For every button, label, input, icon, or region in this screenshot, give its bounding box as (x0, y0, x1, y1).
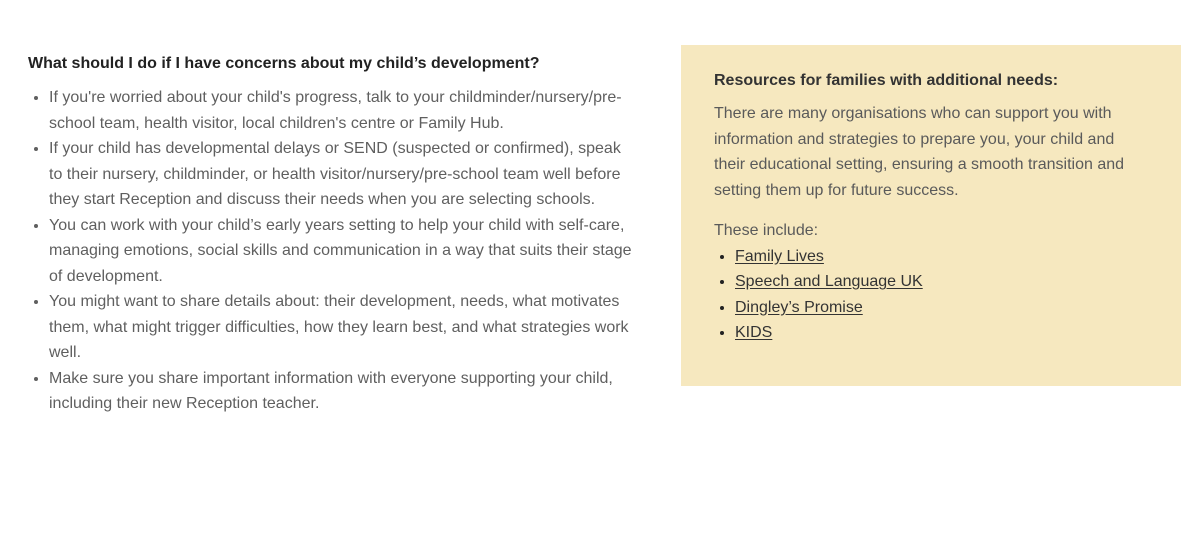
list-item: • You can work with your child’s early years setting to help your child with self-care, managing emotions, social skills and communication in a way that suits their stage of development. (49, 213, 633, 290)
dingleys-promise-link[interactable]: Dingley’s Promise (735, 298, 863, 316)
resources-lead: These include: (714, 222, 819, 239)
resources-panel (681, 45, 1181, 386)
list-item (735, 244, 1148, 270)
concerns-list (28, 85, 633, 417)
list-item: • You might want to share details about: their development, needs, what motivates them, what might trigger difficulties, how they learn best, and what strategies work well. (49, 289, 633, 366)
list-item: • If your child has developmental delays or SEND (suspected or confirmed), speak to their nursery, childminder, or health visitor/nursery/pre-school team well before they start Reception and discuss their needs when you are selecting schools. (49, 136, 633, 213)
kids-link[interactable]: KIDS (735, 324, 773, 341)
resources-heading: Resources for families with additional needs: (714, 72, 1059, 89)
resources-intro: There are many organisations who can support you with information and strategies to prepare you, your child and their educational setting, ensuring a smooth transition and setting them up for future success. (714, 105, 1125, 199)
list-item (735, 320, 1148, 346)
section-heading: What should I do if I have concerns about my child’s development? (28, 55, 540, 72)
list-item (735, 269, 1148, 295)
development-concerns-section (28, 53, 633, 417)
list-item (735, 295, 1148, 321)
resources-links-list (714, 244, 1148, 346)
speech-and-language-uk-link[interactable]: Speech and Language UK (735, 273, 923, 290)
list-item: • Make sure you share important information with everyone supporting your child, including their new Reception teacher. (49, 366, 633, 417)
family-lives-link[interactable]: Family Lives (735, 247, 824, 265)
list-item: • If you're worried about your child's progress, talk to your childminder/nursery/pre-school team, health visitor, local children's centre or Family Hub. (49, 85, 633, 136)
